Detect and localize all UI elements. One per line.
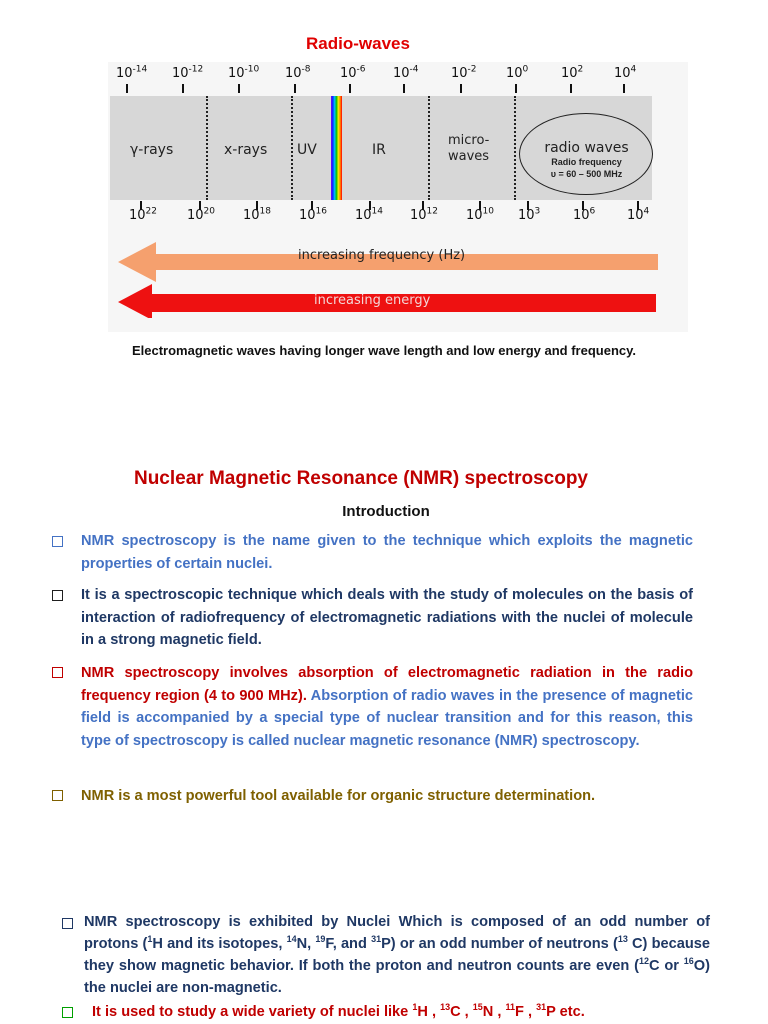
band-radio-sub2: υ = 60 – 500 MHz: [550, 169, 623, 179]
frequency-label: $10^4$: [627, 206, 650, 223]
frequency-label: $10^3$: [518, 206, 541, 223]
tick-mark: [460, 84, 462, 93]
wavelength-label: $10^{-14}$: [116, 64, 148, 81]
band-ir: IR: [372, 142, 386, 158]
band-xray: x-rays: [224, 142, 268, 158]
frequency-label: $10^{14}$: [355, 206, 383, 223]
bullet-text: NMR spectroscopy is exhibited by Nuclei Which is composed of an odd number of protons ($^1$H and its isotopes, $^{14}$N, $^{19}$F, and $^{31}$P) or an odd number of neutrons ($^{13}$ C) because they show magnetic behavior. If both the proton and neutron counts are even ($^{12}$C or $^{16}$O) the nuclei are non-magnetic.: [84, 914, 710, 996]
bullet-text: NMR is a most powerful tool available for organic structure determination.: [81, 788, 596, 804]
band-gamma: γ-rays: [130, 142, 174, 158]
bullet-text: NMR spectroscopy is the name given to the technique which exploits the magnetic properties of certain nuclei.: [81, 533, 693, 572]
band-micro-line1: micro-: [448, 133, 490, 148]
band-micro-line2: waves: [448, 149, 490, 164]
bullet-text: [81, 662, 693, 752]
frequency-label: $10^6$: [573, 206, 596, 223]
wavelength-label: $10^0$: [506, 64, 529, 81]
section-subheading: Introduction: [342, 503, 430, 520]
wavelength-label: $10^{-10}$: [228, 64, 260, 81]
bullet-text-red: NMR spectroscopy involves absorption of electromagnetic radiation in the radio frequency region (4 to 900 MHz).: [81, 665, 693, 704]
wavelength-label: $10^{-4}$: [393, 64, 419, 81]
bullet-text: It is a spectroscopic technique which deals with the study of molecules on the basis of interaction of radiofrequency of electromagnetic radiations with the nuclei of molecule in a strong magnetic field.: [81, 587, 693, 648]
band-uv: UV: [297, 142, 317, 158]
band-separator: [514, 96, 516, 200]
section-heading: Nuclear Magnetic Resonance (NMR) spectroscopy: [133, 468, 588, 489]
checkbox-bullet-icon: [62, 1007, 73, 1018]
checkbox-bullet-icon: [52, 536, 63, 547]
frequency-label: $10^{16}$: [299, 206, 327, 223]
wavelength-label: $10^{-12}$: [172, 64, 204, 81]
tick-mark: [515, 84, 517, 93]
wavelength-label: $10^{-6}$: [340, 64, 366, 81]
checkbox-bullet-icon: [52, 667, 63, 678]
wavelength-label: $10^{-2}$: [451, 64, 477, 81]
figure-caption: Electromagnetic waves having longer wave length and low energy and frequency.: [131, 343, 636, 358]
band-radio: radio waves: [544, 140, 629, 156]
frequency-label: $10^{10}$: [466, 206, 494, 223]
band-separator: [291, 96, 293, 200]
wavelength-label: $10^{-8}$: [285, 64, 311, 81]
tick-mark: [182, 84, 184, 93]
tick-mark: [238, 84, 240, 93]
tick-mark: [294, 84, 296, 93]
checkbox-bullet-icon: [62, 918, 73, 929]
tick-mark: [403, 84, 405, 93]
wavelength-label: $10^4$: [614, 64, 637, 81]
bullet-text-blue: Absorption of radio waves in the presence of magnetic field is accompanied by a special type of nuclear transition and for this reason, this type of spectroscopy is called nuclear magnetic resonance (NMR) spectroscopy.: [81, 687, 693, 749]
checkbox-bullet-icon: [52, 790, 63, 801]
wavelength-label: $10^2$: [561, 64, 584, 81]
frequency-label: $10^{12}$: [410, 206, 438, 223]
band-separator: [206, 96, 208, 200]
tick-mark: [623, 84, 625, 93]
frequency-arrow-label: increasing frequency (Hz): [298, 248, 466, 263]
tick-mark: [349, 84, 351, 93]
frequency-label: $10^{20}$: [187, 206, 215, 223]
bullet-text: It is used to study a wide variety of nuclei like $^1$H , $^{13}$C , $^{15}$N , $^{11}$F , $^{31}$P etc.: [92, 1002, 585, 1020]
frequency-label: $10^{18}$: [243, 206, 271, 223]
frequency-label: $10^{22}$: [129, 206, 157, 223]
checkbox-bullet-icon: [52, 590, 63, 601]
figure-title: Radio-waves: [306, 34, 410, 53]
band-separator: [428, 96, 430, 200]
visible-light-rainbow: [331, 96, 342, 200]
band-radio-sub1: Radio frequency: [551, 157, 622, 167]
tick-mark: [570, 84, 572, 93]
tick-mark: [126, 84, 128, 93]
energy-arrow-label: increasing energy: [314, 293, 431, 308]
